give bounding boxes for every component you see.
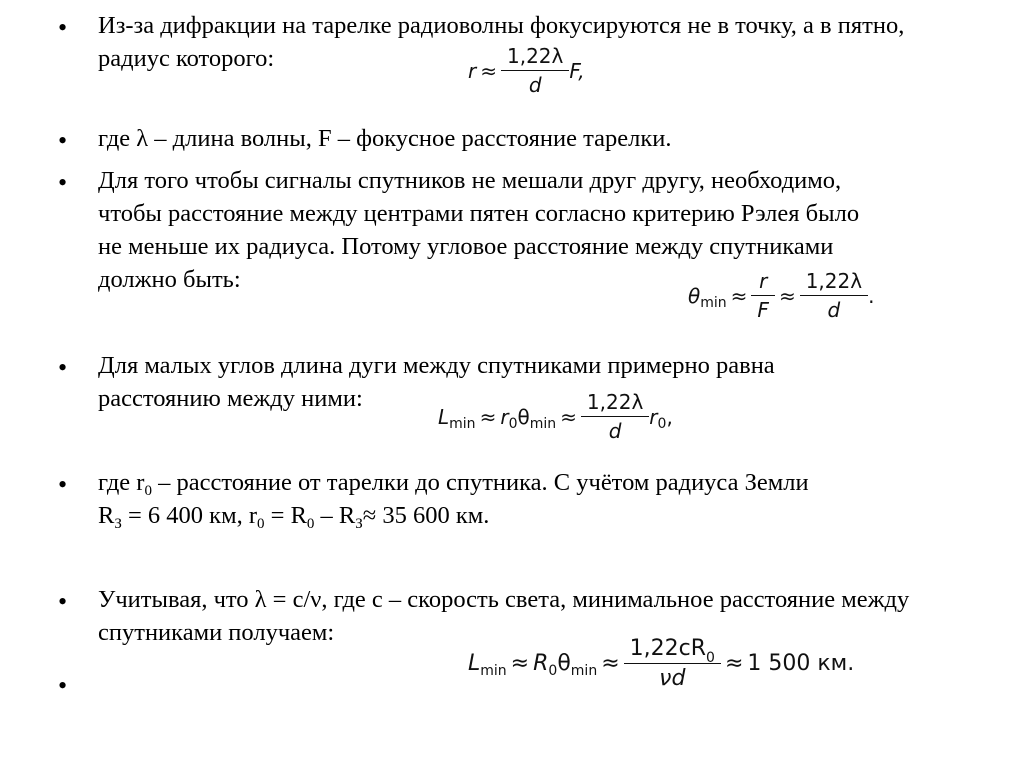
text-run: R: [98, 502, 115, 529]
formula-fraction: [754, 269, 772, 322]
numerator-main: 1,22cR: [629, 636, 707, 661]
formula-operator: ≈: [778, 283, 796, 308]
fraction-numerator: 1,22λ: [805, 269, 863, 293]
formula-fraction: [504, 44, 566, 97]
formula-var: R: [533, 651, 549, 676]
formula-var: r: [468, 58, 477, 83]
formula-result: 1 500 км.: [747, 651, 855, 676]
fraction-numerator: 1,22λ: [586, 390, 644, 414]
text-run: – расстояние от тарелки до спутника. С учётом радиуса Земли: [151, 469, 809, 496]
text-subscript: З: [114, 516, 122, 532]
text-run: = R: [264, 502, 307, 529]
fraction-denominator: d: [501, 70, 569, 97]
paragraph-diffraction: Из-за дифракции на тарелке радиоволны фокусируются не в точку, а в пятно, радиус которого:: [98, 12, 905, 72]
formula-arc-length: [438, 390, 673, 443]
formula-subscript: 0: [548, 662, 558, 679]
formula-var: L: [468, 651, 481, 676]
formula-operator: ≈: [560, 404, 577, 429]
formula-var: L: [438, 404, 450, 429]
formula-var: r: [649, 404, 658, 429]
fraction-numerator: [627, 636, 718, 666]
formula-operator: ≈: [480, 58, 497, 83]
text-subscript: 0: [306, 516, 315, 532]
formula-operator: ≈: [510, 651, 530, 676]
text-subscript: З: [355, 516, 363, 532]
fraction-denominator: F: [751, 295, 775, 322]
formula-var: θ: [517, 404, 530, 429]
formula-subscript: 0: [657, 415, 667, 432]
bullet-marker: •: [58, 13, 68, 42]
fraction-denominator: νd: [624, 663, 721, 691]
fraction-numerator: r: [759, 269, 768, 293]
formula-spot-radius: [468, 44, 585, 97]
fraction-denominator: d: [581, 416, 649, 443]
bullet-marker: •: [58, 470, 68, 499]
paragraph-rayleigh: Для того чтобы сигналы спутников не мешали друг другу, необходимо, чтобы расстояние между центрами пятен согласно критерию Рэлея было не меньше их радиуса. Потому угловое расстояние между спутниками должно быть:: [98, 167, 860, 293]
formula-subscript: min: [700, 294, 727, 311]
formula-subscript: min: [480, 662, 507, 679]
bullet-marker: •: [58, 353, 68, 382]
formula-end: .: [868, 283, 875, 308]
fraction-numerator: 1,22λ: [507, 44, 564, 68]
formula-subscript: min: [529, 415, 557, 432]
formula-subscript: min: [449, 415, 476, 432]
paragraph-definitions: где λ – длина волны, F – фокусное расстояние тарелки.: [98, 125, 672, 152]
fraction-denominator: d: [800, 295, 868, 322]
formula-var: θ: [557, 651, 571, 676]
text-run: ≈ 35 600 км.: [362, 502, 490, 529]
text-subscript: 0: [257, 516, 265, 532]
formula-subscript: 0: [508, 415, 518, 432]
paragraph-result: Учитывая, что λ = c/ν, где c – скорость света, минимальное расстояние между спутниками получаем:: [98, 586, 910, 646]
text-run: – R: [314, 502, 356, 529]
bullet-marker: •: [58, 671, 68, 700]
formula-angular-distance: [688, 269, 874, 322]
formula-fraction: [584, 390, 646, 443]
formula-end: ,: [666, 404, 673, 429]
formula-subscript: 0: [706, 650, 715, 666]
formula-tail: F,: [569, 58, 585, 83]
formula-operator: ≈: [601, 651, 620, 676]
formula-subscript: min: [570, 662, 598, 679]
formula-operator: ≈: [724, 651, 744, 676]
formula-fraction: [627, 636, 718, 691]
formula-fraction: [803, 269, 865, 322]
formula-operator: ≈: [479, 404, 497, 429]
formula-min-distance: [468, 636, 854, 691]
paragraph-distance: [98, 466, 978, 532]
text-subscript: 0: [144, 483, 152, 499]
text-run: = 6 400 км, r: [121, 502, 257, 529]
bullet-marker: •: [58, 168, 68, 197]
formula-var: θ: [688, 283, 701, 308]
paragraph-arc-length: Для малых углов длина дуги между спутниками примерно равна расстоянию между ними:: [98, 352, 775, 412]
bullet-marker: •: [58, 587, 68, 616]
formula-operator: ≈: [730, 283, 748, 308]
bullet-marker: •: [58, 126, 68, 155]
formula-var: r: [500, 404, 509, 429]
text-run: где r: [98, 469, 145, 496]
